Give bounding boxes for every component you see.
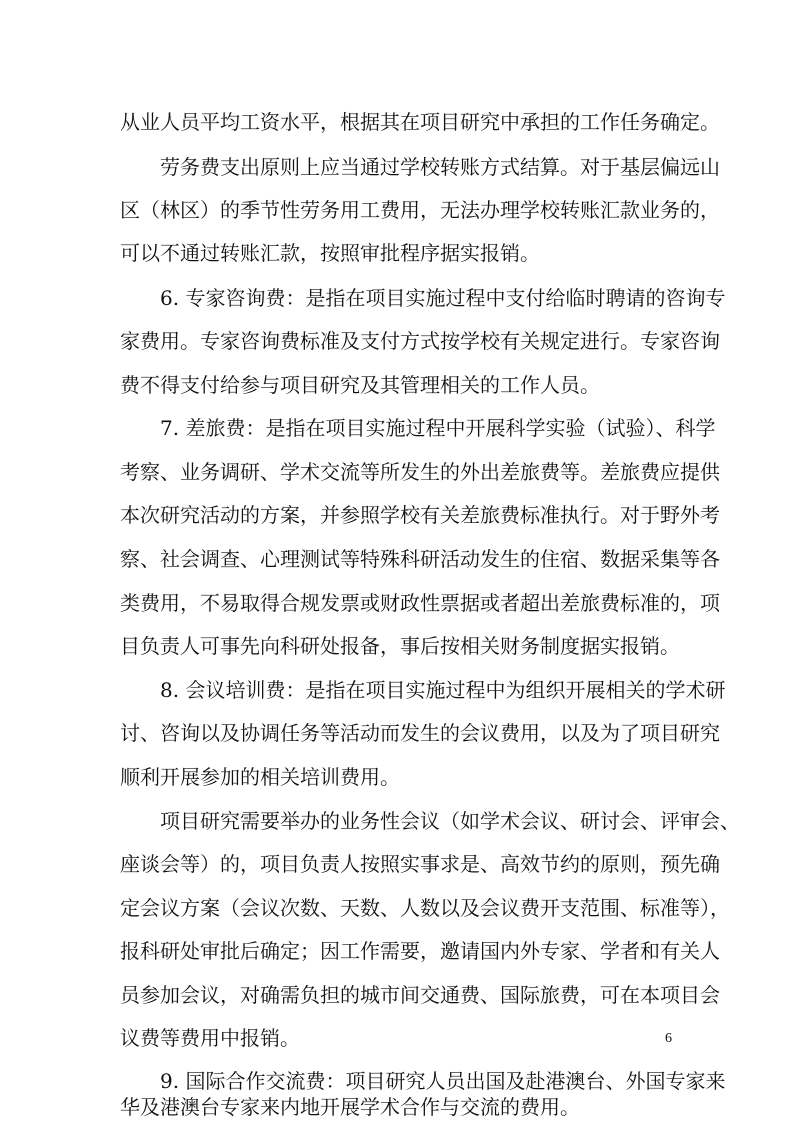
line-text: 察、社会调查、心理测试等特殊科研活动发生的住宿、数据采集等各 — [120, 547, 720, 571]
text-line — [0, 675, 793, 705]
line-text: 考察、业务调研、学术交流等所发生的外出差旅费等。差旅费应提供 — [120, 460, 720, 484]
line-text: 7. 差旅费：是指在项目实施过程中开展科学实验（试验）、科学 — [160, 416, 716, 440]
line-text: 区（林区）的季节性劳务用工费用，无法办理学校转账汇款业务的， — [120, 198, 720, 222]
page-number: 6 — [665, 1031, 672, 1046]
line-text: 员参加会议，对确需负担的城市间交通费、国际旅费，可在本项目会 — [120, 983, 720, 1007]
line-text: 劳务费支出原则上应当通过学校转账方式结算。对于基层偏远山 — [160, 155, 720, 179]
line-text: 华及港澳台专家来内地开展学术合作与交流的费用。 — [120, 1095, 580, 1119]
line-text: 讨、咨询以及协调任务等活动而发生的会议费用，以及为了项目研究 — [120, 721, 720, 745]
line-text: 家费用。专家咨询费标准及支付方式按学校有关规定进行。专家咨询 — [120, 329, 720, 353]
line-text: 项目研究需要举办的业务性会议（如学术会议、研讨会、评审会、 — [160, 809, 740, 833]
line-text: 议费等费用中报销。 — [120, 1026, 300, 1050]
line-text: 8. 会议培训费：是指在项目实施过程中为组织开展相关的学术研 — [160, 678, 726, 702]
line-text: 9. 国际合作交流费：项目研究人员出国及赴港澳台、外国专家来 — [160, 1069, 726, 1093]
text-line — [0, 936, 793, 966]
text-line — [0, 588, 793, 618]
text-line — [0, 195, 793, 225]
line-text: 定会议方案（会议次数、天数、人数以及会议费开支范围、标准等）， — [120, 896, 730, 920]
text-line — [0, 370, 793, 400]
text-line — [0, 1092, 793, 1122]
text-line — [0, 413, 793, 443]
text-line — [0, 107, 793, 137]
line-text: 类费用，不易取得合规发票或财政性票据或者超出差旅费标准的，项 — [120, 591, 720, 615]
text-line — [0, 762, 793, 792]
text-line — [0, 457, 793, 487]
text-line — [0, 631, 793, 661]
line-text: 可以不通过转账汇款，按照审批程序据实报销。 — [120, 241, 540, 265]
text-line — [0, 500, 793, 530]
line-text: 顺利开展参加的相关培训费用。 — [120, 765, 400, 789]
text-line — [0, 152, 793, 182]
line-text: 费不得支付给参与项目研究及其管理相关的工作人员。 — [120, 373, 600, 397]
line-text: 6. 专家咨询费：是指在项目实施过程中支付给临时聘请的咨询专 — [160, 286, 726, 310]
text-line — [0, 718, 793, 748]
line-text: 座谈会等）的，项目负责人按照实事求是、高效节约的原则，预先确 — [120, 852, 720, 876]
text-line — [0, 326, 793, 356]
text-line — [0, 238, 793, 268]
text-line — [0, 283, 793, 313]
line-text: 从业人员平均工资水平，根据其在项目研究中承担的工作任务确定。 — [120, 110, 720, 134]
text-line — [0, 980, 793, 1010]
text-line — [0, 849, 793, 879]
line-text: 报科研处审批后确定；因工作需要，邀请国内外专家、学者和有关人 — [120, 939, 720, 963]
line-text: 本次研究活动的方案，并参照学校有关差旅费标准执行。对于野外考 — [120, 503, 720, 527]
text-line — [0, 1023, 793, 1053]
text-line — [0, 544, 793, 574]
text-line — [0, 893, 793, 923]
line-text: 目负责人可事先向科研处报备，事后按相关财务制度据实报销。 — [120, 634, 680, 658]
text-line — [0, 806, 793, 836]
